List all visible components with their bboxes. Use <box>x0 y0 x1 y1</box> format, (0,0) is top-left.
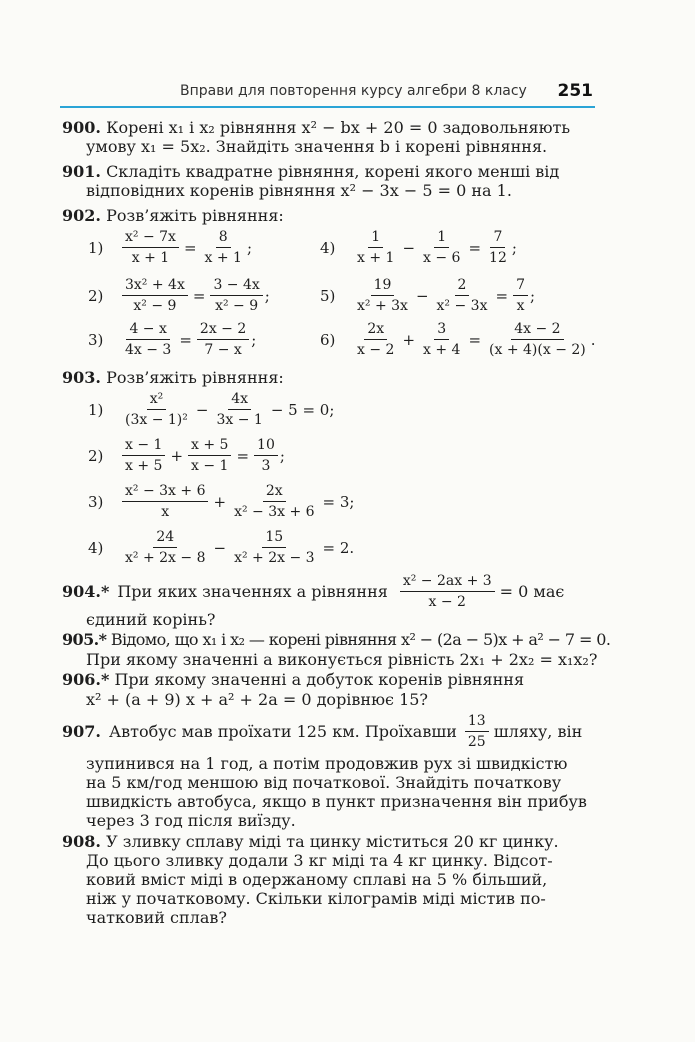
problem-text-line: єдиний корінь? <box>86 610 216 629</box>
item-label: 2) <box>88 286 104 305</box>
problem-906 <box>62 670 524 689</box>
fraction: $\frac{\text{x² − 3x + 6}}{x}$ <box>122 482 208 521</box>
problem-number: 908. <box>62 832 101 851</box>
fraction: $\frac{2x}{\text{x² − 3x + 6}}$ <box>234 483 315 520</box>
fraction: $\frac{13}{25}$ <box>465 712 489 751</box>
item-label: 1) <box>88 238 104 257</box>
problem-904 <box>62 572 567 611</box>
fraction: $\frac{19}{\text{x² + 3x}}$ <box>357 277 408 314</box>
fraction: $\frac{\text{x²}}{\text{(3x − 1)²}}$ <box>125 391 188 428</box>
problem-text-line: чатковий сплав? <box>86 908 227 927</box>
item-label: 4) <box>320 238 336 257</box>
equation-902-2: 2) $\frac{\text{3x² + 4x}}{\text{x² − 9}}$ = $\frac{3 - 4x}{\text{x² − 9}}$ ; <box>88 277 270 314</box>
fraction: $\frac{24}{\text{x² + 2x − 8}}$ <box>125 529 206 566</box>
equation-902-6: 6) $\frac{2x}{x - 2}$ + $\frac{3}{x + 4}$ = $\frac{4x - 2}{(x + 4)(x - 2)}$ . <box>320 321 596 358</box>
problem-902 <box>62 206 284 225</box>
item-label: 4) <box>88 538 104 557</box>
problem-905 <box>62 630 610 649</box>
equation-903-4: 4) $\frac{24}{\text{x² + 2x − 8}}$ − $\frac{15}{\text{x² + 2x − 3}}$ = 2. <box>88 529 355 566</box>
item-label: 3) <box>88 492 104 511</box>
item-label: 6) <box>320 330 336 349</box>
problem-901 <box>62 162 559 181</box>
equation-903-1: 1) $\frac{\text{x²}}{\text{(3x − 1)²}}$ − $\frac{4x}{3x - 1}$ − 5 = 0; <box>88 391 335 428</box>
problem-text-line: x² + (a + 9) x + a² + 2a = 0 дорівнює 15? <box>86 690 429 709</box>
problem-text-line: При якому значенні a виконується рівність 2x₁ + 2x₂ = x₁x₂? <box>86 650 598 669</box>
problem-title: Розв’яжіть рівняння: <box>106 368 284 387</box>
problem-text-line: умову x₁ = 5x₂. Знайдіть значення b і корені рівняння. <box>86 137 548 156</box>
page-number: 251 <box>557 81 593 101</box>
problem-number: 906.* <box>62 670 110 689</box>
problem-text-line: При якому значенні a добуток коренів рівняння <box>114 670 525 689</box>
fraction: $\frac{10}{3}$ <box>254 436 278 475</box>
item-label: 5) <box>320 286 336 305</box>
fraction: $\frac{\text{3x² + 4x}}{\text{x² − 9}}$ <box>122 276 188 315</box>
problem-number: 900. <box>62 118 101 137</box>
fraction: $\frac{4 - x}{4x - 3}$ <box>125 321 172 358</box>
problem-text-line: До цього зливку додали 3 кг міді та 4 кг цинку. Відсот- <box>86 851 553 870</box>
fraction: $\frac{\text{x² − 2ax + 3}}{x - 2}$ <box>400 572 495 611</box>
problem-907 <box>62 712 585 751</box>
item-label: 2) <box>88 446 104 465</box>
fraction: $\frac{15}{\text{x² + 2x − 3}}$ <box>234 529 315 566</box>
fraction: $\frac{1}{x + 1}$ <box>357 229 395 266</box>
problem-text-line: відповідних коренів рівняння x² − 3x − 5 = 0 на 1. <box>86 181 512 200</box>
problem-903 <box>62 368 284 387</box>
fraction: $\frac{2x}{x - 2}$ <box>357 321 395 358</box>
problem-number: 905.* <box>62 630 107 649</box>
equation-902-4: 4) $\frac{1}{x + 1}$ − $\frac{1}{x - 6}$ = $\frac{7}{12}$ ; <box>320 229 517 266</box>
fraction: $\frac{7}{12}$ <box>489 229 507 266</box>
fraction: $\frac{8}{x + 1}$ <box>204 229 242 266</box>
fraction: $\frac{2}{\text{x² − 3x}}$ <box>436 277 488 314</box>
fraction: $\frac{7}{x}$ <box>513 276 528 315</box>
equation-903-2: 2) $\frac{x - 1}{x + 5}$ + $\frac{x + 5}{x - 1}$ = $\frac{10}{3}$ ; <box>88 437 285 474</box>
fraction: $\frac{1}{x - 6}$ <box>423 229 461 266</box>
problem-text-line: Відомо, що x₁ і x₂ — корені рівняння x² − (2a − 5)x + a² − 7 = 0. <box>110 630 611 649</box>
equation-902-1: 1) $\frac{\text{x² − 7x}}{x + 1}$ = $\frac{8}{x + 1}$ ; <box>88 229 253 266</box>
problem-text-line: зупинився на 1 год, а потім продовжив рух зі швидкістю <box>86 754 568 773</box>
problem-text-line: на 5 км/год меншою від початкової. Знайдіть початкову <box>86 773 562 792</box>
equation-902-5: 5) $\frac{19}{\text{x² + 3x}}$ − $\frac{2}{\text{x² − 3x}}$ = $\frac{7}{x}$ ; <box>320 277 536 314</box>
problem-number: 901. <box>62 162 101 181</box>
problem-text: = 0 має <box>499 582 565 601</box>
problem-text-line: через 3 год після виїзду. <box>86 811 296 830</box>
fraction: $\frac{\text{x² − 7x}}{x + 1}$ <box>122 228 179 267</box>
item-label: 1) <box>88 400 104 419</box>
header-title: Вправи для повторення курсу алгебри 8 класу <box>180 83 527 99</box>
problem-text-line: швидкість автобуса, якщо в пункт призначення він прибув <box>86 792 587 811</box>
problem-number: 907. <box>62 722 101 741</box>
fraction: $\frac{3}{x + 4}$ <box>423 321 461 358</box>
problem-text: При яких значеннях a рівняння <box>117 582 388 601</box>
equation-902-3: 3) $\frac{4 - x}{4x - 3}$ = $\frac{2x - 2}{7 - x}$ ; <box>88 321 257 358</box>
problem-text: Автобус мав проїхати 125 км. Проїхавши <box>108 722 457 741</box>
problem-title: Розв’яжіть рівняння: <box>106 206 284 225</box>
problem-text-line: Корені x₁ і x₂ рівняння x² − bx + 20 = 0 задовольняють <box>106 118 571 137</box>
fraction: $\frac{x + 5}{x - 1}$ <box>188 436 231 475</box>
problem-text-line: ніж у початковому. Скільки кілограмів міді містив по- <box>86 889 546 908</box>
problem-908 <box>62 832 559 851</box>
item-label: 3) <box>88 330 104 349</box>
fraction: $\frac{x - 1}{x + 5}$ <box>122 436 165 475</box>
problem-text: шляху, він <box>493 722 583 741</box>
problem-text-line: Складіть квадратне рівняння, корені якого менші від <box>106 162 560 181</box>
problem-text-line: У зливку сплаву міді та цинку міститься 20 кг цинку. <box>106 832 559 851</box>
problem-number: 903. <box>62 368 101 387</box>
page-header <box>60 80 595 108</box>
fraction: $\frac{2x - 2}{7 - x}$ <box>197 320 249 359</box>
problem-text-line: ковий вміст міді в одержаному сплаві на 5 % більший, <box>86 870 548 889</box>
problem-900 <box>62 118 570 137</box>
problem-number: 904.* <box>62 582 110 601</box>
fraction: $\frac{3 - 4x}{\text{x² − 9}}$ <box>210 276 262 315</box>
problem-number: 902. <box>62 206 101 225</box>
fraction: $\frac{4x - 2}{(x + 4)(x - 2)}$ <box>489 321 586 358</box>
fraction: $\frac{4x}{3x - 1}$ <box>216 391 263 428</box>
equation-903-3: 3) $\frac{\text{x² − 3x + 6}}{x}$ + $\frac{2x}{\text{x² − 3x + 6}}$ = 3; <box>88 483 355 520</box>
